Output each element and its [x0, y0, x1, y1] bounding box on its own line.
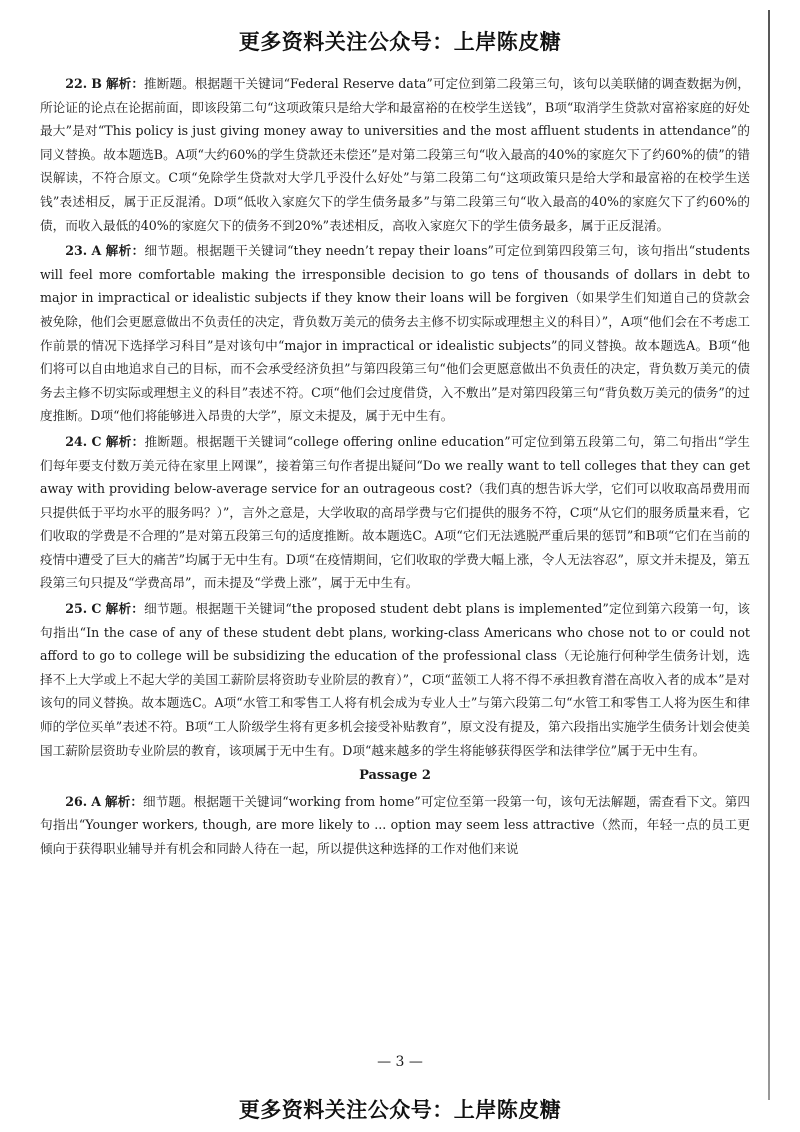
scan-edge-line	[768, 10, 770, 1100]
question-number: 24.	[65, 433, 88, 449]
analysis-label: 解析：	[105, 433, 145, 449]
answer-explanations	[40, 72, 750, 863]
footer-banner: 更多资料关注公众号：上岸陈皮糖	[238, 1098, 562, 1122]
analysis-text: 推断题。根据题干关键词“college offering online education”可定位到第五段第二句，第二句指出“学生们每年要支付数万美元待在家里上网课”，接着第三句作者提出疑问“Do we really want to tell colleges that they can get away with providing below-average service for an outrageous cost?（我们真的想告诉大学，它们可以收取高昂费用而只提供低于平均水平的服务吗？）”，言外之意是，大学收取的高昂学费与它们提供的服务不符，C项“从它们的服务质量来看，它们收取的学费是不合理的”是对第五段第三句的适度推断。故本题选C。A项“它们无法逃脱严重后果的惩罚”和B项“它们在当前的疫情中遭受了巨大的痛苦”均属于无中生有。D项“在疫情期间，它们收取的学费大幅上涨，令人无法容忍”，原文并未提及，第五段第三句只提及“学费高昂”，而未提及“学费上涨”，属于无中生有。	[40, 433, 751, 591]
answer-26	[40, 790, 750, 861]
analysis-label: 解析：	[105, 76, 145, 91]
answer-choice: C	[91, 433, 102, 449]
answer-choice: A	[91, 793, 101, 809]
answer-22	[40, 72, 750, 237]
header-banner: 更多资料关注公众号：上岸陈皮糖	[238, 30, 562, 54]
answer-25	[40, 597, 750, 762]
analysis-label: 解析：	[105, 601, 145, 617]
analysis-text: 细节题。根据题干关键词“they needn’t repay their loans”可定位到第四段第三句，该句指出“students will feel more comfortable making the irresponsible decision to go tens of thousands of dollars in debt to major in impractical or idealistic subjects if they know their loans will be forgiven（如果学生们知道自己的贷款会被免除，他们会更愿意做出不负责任的决定，背负数万美元的债务去主修不切实际或理想主义的科目）”，A项“他们会在不考虑工作前景的情况下选择学习科目”是对该句中“major in impractical or idealistic subjects”的同义替换。故本题选A。B项“他们将可以自由地追求自己的目标，而不会承受经济负担”与第四段第三句“他们会更愿意做出不负责任的决定，背负数万美元的债务去主修不切实际或理想主义的科目”表述不符。C项“他们会过度借贷，入不敷出”是对第四段第三句“背负数万美元的债务”的过度推断。D项“他们将能够进入昂贵的大学”，原文未提及，属于无中生有。	[40, 243, 750, 424]
question-number: 23.	[65, 243, 88, 259]
question-number: 26.	[65, 793, 88, 809]
answer-23	[40, 239, 750, 428]
answer-choice: C	[91, 601, 102, 617]
analysis-label: 解析：	[105, 793, 144, 809]
answer-choice: A	[91, 243, 102, 259]
question-number: 25.	[65, 601, 88, 617]
answer-24	[40, 430, 750, 595]
question-number: 22.	[65, 76, 88, 91]
analysis-text: 细节题。根据题干关键词“working from home”可定位至第一段第一句，该句无法解题，需查看下文。第四句指出“Younger workers, though, are more likely to ... option may seem less attractive（然而，年轻一点的员工更倾向于获得职业辅导并有机会和同龄人待在一起，所以提供这种选择的工作对他们来说	[40, 793, 750, 856]
page-number: — 3 —	[377, 1054, 423, 1070]
analysis-text: 细节题。根据题干关键词“the proposed student debt plans is implemented”定位到第六段第一句，该句指出“In the case of any of these student debt plans, working-class Americans who chose not to or could not afford to go to college will be subsidizing the education of the professional class（无论施行何种学生债务计划，选择不上大学或上不起大学的美国工薪阶层将资助专业阶层的教育）”，C项“蓝领工人将不得不承担教育潜在高收入者的成本”是对该句的同义替换。故本题选C。A项“水管工和零售工人将有机会成为专业人士”与第六段第二句“水管工和零售工人将为医生和律师的学位买单”表述不符。B项“工人阶级学生将有更多机会接受补贴教育”，原文没有提及，第六段指出实施学生债务计划会使美国工薪阶层资助专业阶层的教育，该项属于无中生有。D项“越来越多的学生将能够获得医学和法律学位”属于无中生有。	[40, 601, 750, 758]
analysis-text: 推断题。根据题干关键词“Federal Reserve data”可定位到第二段第三句，该句以美联储的调查数据为例，所论证的论点在论据前面，即该段第二句“这项政策只是给大学和最富裕的在校学生送钱”，B项“取消学生贷款对富裕家庭的好处最大”是对“This policy is just giving money away to universities and the most affluent students in attendance”的同义替换。故本题选B。A项“大约60%的学生贷款还未偿还”是对第二段第三句“收入最高的40%的家庭欠下了约60%的债”的错误解读，不符合原文。C项“免除学生贷款对大学几乎没什么好处”与第二段第二句“这项政策只是给大学和最富裕的在校学生送钱”表述相反，属于正反混淆。D项“低收入家庭欠下的学生债务最多”与第二段第三句“收入最高的40%的家庭欠下了约60%的债，而收入最低的40%的家庭欠下的债务不到20%”表述相反，高收入家庭欠下的学生债务最多，属于正反混淆。	[40, 76, 750, 233]
passage-title: Passage 2	[359, 768, 431, 784]
answer-choice: B	[91, 76, 102, 91]
analysis-label: 解析：	[105, 243, 145, 259]
